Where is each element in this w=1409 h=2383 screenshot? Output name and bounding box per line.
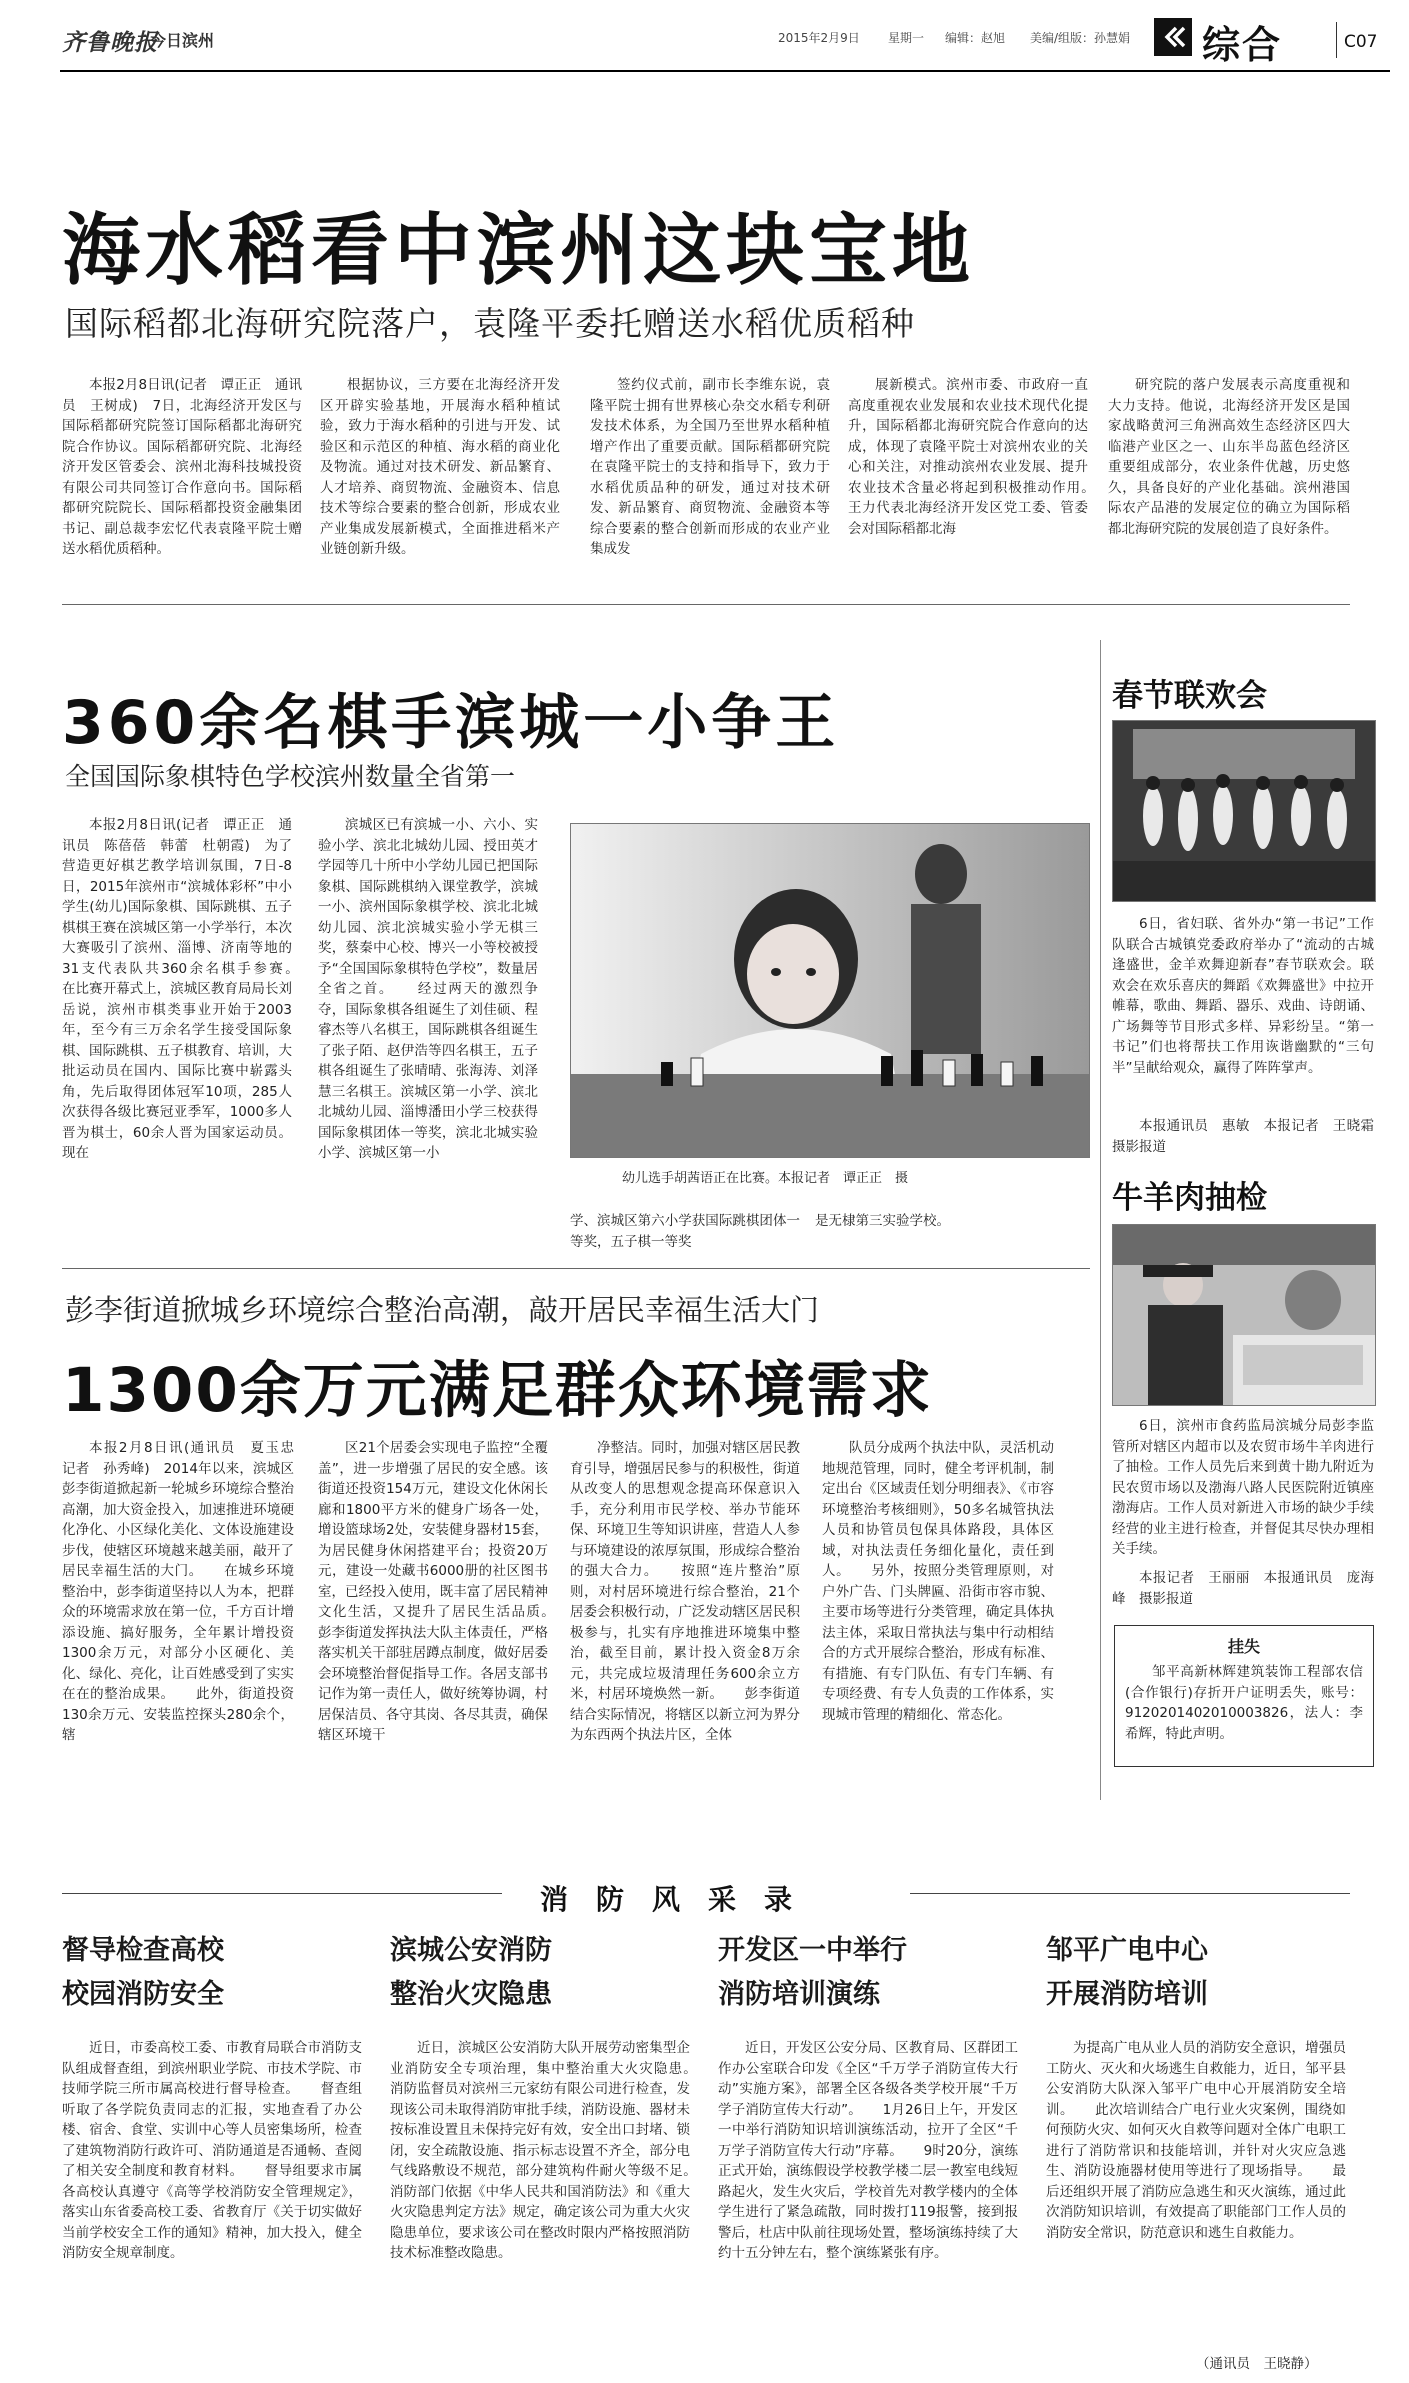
story-chess xyxy=(0,615,1090,1265)
story-column xyxy=(1108,375,1350,575)
article-body: 为提高广电从业人员的消防安全意识，增强员工防火、灭火和火场逃生自救能力，近日，邹平县公安消防大队深入邹平广电中心开展消防安全培训。 此次培训结合广电行业火灾案例，围绕如何预防火灾、如何灭火自救等问题对全体广电职工进行了消防常识和技能培训，并针对火灾应急逃生、消防设施器材使用等进行了现场指导。 最后还组织开展了消防应急逃生和灭火演练，通过此次消防知识培训，有效提高了职能部门工作人员的消防安全常识，防范意识和逃生自救能力。 xyxy=(1046,2040,1346,2241)
kicker: 彭李街道掀城乡环境综合整治高潮，敲开居民幸福生活大门 xyxy=(65,1293,820,1327)
story-column xyxy=(590,375,830,575)
notice-body: 邹平高新林辉建筑装饰工程部农信(合作银行)存折开户证明丢失，账号：9120201402010003826，法人：李希辉，特此声明。 xyxy=(1125,1664,1363,1742)
fire-article xyxy=(390,1928,717,2378)
column-text: 展新模式。滨州市委、市政府一直高度重视农业发展和农业技术现代化提升，国际稻都北海研究院合作意向的达成，体现了袁隆平院士对滨州农业的关心和关注，对推动滨州农业发展、提升农业技术含量必将起到积极推动作用。 王力代表北海经济开发区党工委、管委会对国际稻都北海 xyxy=(848,377,1115,537)
mutton-title: 牛羊肉抽检 xyxy=(1112,1180,1267,1216)
gala-body: 6日，省妇联、省外办“第一书记”工作队联合古城镇党委政府举办了“流动的古城逢盛世，金羊欢舞迎新春”春节联欢会。联欢会在欢乐喜庆的舞蹈《欢舞盛世》中拉开帷幕，歌曲、舞蹈、器乐、戏曲、诗朗诵、广场舞等节目形式多样、异彩纷呈。“第一书记”们也将帮扶工作用诙谐幽默的“三句半”呈献给观众，赢得了阵阵掌声。 xyxy=(1112,916,1374,1076)
mutton-credit: 本报记者 王丽丽 本报通讯员 庞海峰 摄影报道 xyxy=(1112,1570,1374,1607)
article-body: 近日，市委高校工委、市教育局联合市消防支队组成督查组，到滨州职业学院、市技术学院、市技师学院三所市属高校进行督导检查。 督查组听取了各学院负责同志的汇报，实地查看了办公楼、宿舍、食堂、实训中心等人员密集场所，检查了建筑物消防行政许可、消防通道是否通畅、查阅了相关安全制度和教育材料。 督导组要求市属各高校认真遵守《高等学校消防安全管理规定》，落实山东省委高校工委、省教育厅《关于切实做好当前学校安全工作的通知》精神，加大投入，健全消防安全规章制度。 xyxy=(62,2040,362,2261)
article-title: 督导检查高校 xyxy=(62,1935,224,1966)
chess-photo-illustration xyxy=(571,824,1089,1157)
weekday: 星期一 xyxy=(888,31,925,45)
column-text: 本报2月8日讯(通讯员 夏玉忠 记者 孙秀峰) 2014年以来，滨城区彭李街道掀起新一轮城乡环境综合整治高潮，加大资金投入，加速推进环境硬化净化、小区绿化美化、文体设施建设步伐，使辖区环境越来越美丽，敲开了居民幸福生活的大门。 在城乡环境整治中，彭李街道坚持以人为本，把群众的环境需求放在第一位，千方百计增添设施、搞好服务，全年累计增投资1300余万元，对部分小区硬化、美化、绿化、亮化，让百姓感受到了实实在在的整治成果。 此外，街道投资130余万元、安装监控探头280余个，辖 xyxy=(62,1440,308,1743)
gala-photo xyxy=(1112,720,1376,902)
article-text xyxy=(390,2038,717,2378)
story-environment xyxy=(0,1268,1090,1828)
fire-article xyxy=(718,1928,1023,2378)
notice-box xyxy=(1114,1625,1374,1767)
mutton-text xyxy=(1112,1416,1374,1566)
gala-title: 春节联欢会 xyxy=(1112,678,1267,714)
notice-title: 挂失 xyxy=(1227,1637,1260,1656)
subhead: 全国国际象棋特色学校滨州数量全省第一 xyxy=(65,762,516,791)
story-divider xyxy=(62,1268,1090,1269)
column-text: 净整洁。同时，加强对辖区居民教育引导，增强居民参与的积极性，街道从改变人的思想观念提高环保意识入手，充分利用市民学校、举办节能环保、环境卫生等知识讲座，营造人人参与环境建设的浓厚氛围，形成综合整治的强大合力。 按照“连片整治”原则，对村居环境进行综合整治，21个居委会积极行动，广泛发动辖区居民积极参与，扎实有序地推进环境集中整治，截至目前，累计投入资金8万余元，共完成垃圾清理任务600余立方米，村居环境焕然一新。 彭李街道结合实际情况，将辖区以新立河为界分为东西两个执法片区，全体 xyxy=(570,1440,800,1743)
article-text xyxy=(718,2038,1018,2378)
article-text xyxy=(1046,2038,1346,2348)
notice-text xyxy=(1125,1662,1363,1762)
column-text: 区21个居委会实现电子监控“全覆盖”，进一步增强了居民的安全感。该街道还投资154万元，建设文化休闲长廊和1800平方米的健身广场各一处，增设篮球场2处，安装健身器材15套，为居民健身休闲搭建平台；投资20万元，建设一处藏书6000册的社区图书室，已经投入使用，既丰富了居民精神文化生活，又提升了居民生活品质。 彭李街道发挥执法大队主体责任，严格落实机关干部驻居蹲点制度，做好居委会环境整治督促指导工作。各居支部书记作为第一责任人，做好统筹协调，村居保洁员、各守其岗、各尽其责，确保辖区环境干 xyxy=(318,1440,575,1743)
article-title: 消防培训演练 xyxy=(718,1979,880,2010)
fire-article xyxy=(62,1928,367,2378)
sidebar-divider xyxy=(1100,640,1101,1800)
paper-logo: 齐鲁晚报 xyxy=(62,29,158,56)
mutton-photo xyxy=(1112,1224,1376,1406)
story-column xyxy=(318,815,538,1255)
story-column xyxy=(320,375,560,575)
headline: 360余名棋手滨城一小争王 xyxy=(62,688,840,758)
gala-credit: 本报通讯员 惠敏 本报记者 王晓霜 摄影报道 xyxy=(1112,1118,1388,1155)
column-text: 队员分成两个执法中队，灵活机动地规范管理，同时，健全考评机制，制定出台《区域责任划分明细表》、《市容环境整治考核细则》，50多名城管执法人员和协管员包保具体路段，具体区域，对执法责任务细化量化，责任到人。 另外，按照分类管理原则，对户外广告、门头牌匾、沿街市容市貌、主要市场等进行分类管理，确定具体执法主体，采取日常执法与集中行动相结合的方式开展综合整治，形成有标准、有措施、有专门队伍、有专门车辆、有专项经费、有专人负责的工作体系，实现城市管理的精细化、常态化。 xyxy=(822,1440,1054,1723)
headline: 1300余万元满足群众环境需求 xyxy=(62,1355,933,1426)
story-column xyxy=(62,375,302,575)
page-category: 综合 xyxy=(1202,23,1283,67)
story-column xyxy=(848,375,1115,575)
story-column xyxy=(570,1438,800,1828)
banner-rule-left xyxy=(62,1893,502,1894)
photo-caption: 幼儿选手胡茜语正在比赛。本报记者 谭正正 摄 xyxy=(622,1171,909,1186)
story-column xyxy=(822,1438,1054,1828)
article-credit: （通讯员 王晓静） xyxy=(1196,2356,1318,2372)
article-title: 开展消防培训 xyxy=(1046,1979,1208,2010)
subhead: 国际稻都北海研究院落户，袁隆平委托赠送水稻优质稻种 xyxy=(65,304,915,343)
masthead-rule xyxy=(60,70,1390,72)
column-text: 学、滨城区第六小学获国际跳棋团体一等奖，五子棋一等奖 xyxy=(570,1213,800,1250)
story-column xyxy=(62,1438,308,1828)
article-body: 近日，滨城区公安消防大队开展劳动密集型企业消防安全专项治理，集中整治重大火灾隐患。 消防监督员对滨州三元家纺有限公司进行检查，发现该公司未取得消防审批手续，消防设施、器材未按标准设置且未保持完好有效，安全出口封堵、锁闭，安全疏散设施、指示标志设置不齐全，部分电气线路敷设不规范，部分建筑构件耐火等级不足。 消防部门依据《中华人民共和国消防法》和《重大火灾隐患判定方法》规定，确定该公司为重大火灾隐患单位，要求该公司在整改时限内严格按照消防技术标准整改隐患。 xyxy=(390,2040,717,2261)
story-column xyxy=(318,1438,575,1828)
headline: 海水稻看中滨州这块宝地 xyxy=(62,206,976,296)
column-text: 滨城区已有滨城一小、六小、实验小学、滨北北城幼儿园、授田英才学园等几十所中小学幼儿园已把国际象棋、国际跳棋纳入课堂教学，滨城一小、滨州国际象棋学校、滨北北城幼儿园、滨北滨城实验小学无棋三奖，蔡秦中心校、博兴一小等校被授予“全国国际象棋特色学校”，数量居全省之首。 经过两天的激烈争夺，国际象棋各组诞生了刘佳硕、程睿杰等八名棋王，国际跳棋各组诞生了张子陌、赵伊浩等四名棋王，五子棋各组诞生了张晴晴、张海涛、刘泽慧三名棋王。滨城区第一小学、滨北北城幼儿园、淄博潘田小学三校获得国际象棋团体一等奖，滨北北城实验小学、滨城区第一小 xyxy=(318,817,538,1161)
masthead xyxy=(0,0,1409,80)
column-text: 根据协议，三方要在北海经济开发区开辟实验基地，开展海水稻种植试验，致力于海水稻种的引进与开发、试验区和示范区的种植、海水稻的商业化及物流。通过对技术研发、新品繁育、人才培养、商贸物流、金融资本、信息技术等综合要素的整合创新，形成农业产业集成发展新模式，全面推进稻米产业链创新升级。 xyxy=(320,377,560,557)
column-text: 签约仪式前，副市长李维东说，袁隆平院士拥有世界核心杂交水稻专利研发技术体系，为全国乃至世界水稻种植增产作出了重要贡献。国际稻都研究院在袁隆平院士的支持和指导下，致力于水稻优质品种的研发，通过对技术研发、新品繁育、商贸物流、金融资本等综合要素的整合创新而形成的农业产业集成发 xyxy=(590,377,830,557)
page-category-tab xyxy=(1152,14,1322,67)
gala-photo-illustration xyxy=(1113,721,1375,901)
page-number: C07 xyxy=(1344,32,1378,52)
story-column xyxy=(62,815,319,1255)
story-rice xyxy=(0,150,1409,610)
editor-credit: 编辑：赵旭 xyxy=(945,31,1006,45)
article-title: 开发区一中举行 xyxy=(718,1935,907,1966)
mutton-body: 6日，滨州市食药监局滨城分局彭李监管所对辖区内超市以及农贸市场牛羊肉进行了抽检。工作人员先后来到黄十勘九附近为民农贸市场以及渤海八路人民医院附近镇座渤海店。工作人员对新进入市场的缺少手续经营的业主进行检查，并督促其尽快办理相关手续。 xyxy=(1112,1418,1374,1557)
fire-section xyxy=(0,1860,1409,2380)
column-text: 本报2月8日讯(记者 谭正正 通讯员 王树成) 7日，北海经济开发区与国际稻都研究院签订国际稻都北海研究院合作协议。国际稻都研究院、北海经济开发区管委会、滨州北海科技城投资有限公司共同签订合作意向书。国际稻都研究院院长、国际稻都投资金融集团书记、副总裁李宏忆代表袁隆平院士赠送水稻优质稻种。 xyxy=(62,377,302,557)
double-chevron-icon xyxy=(1154,18,1192,56)
article-text xyxy=(62,2038,362,2378)
article-body: 近日，开发区公安分局、区教育局、区群团工作办公室联合印发《全区“千万学子消防宣传大行动”实施方案》，部署全区各级各类学校开展“千万学子消防宣传大行动”。 1月26日上午，开发区一中举行消防知识培训演练活动，拉开了全区“千万学子消防宣传大行动”序幕。 9时20分，演练正式开始，演练假设学校教学楼二层一教室电线短路起火，发生火灾后，学校首先对教学楼内的全体学生进行了紧急疏散，同时拨打119报警，接到报警后，杜店中队前往现场处置，整场演练持续了大约十五分钟左右，整个演练紧张有序。 xyxy=(718,2040,1018,2261)
banner-rule-right xyxy=(910,1893,1350,1894)
column-text: 本报2月8日讯(记者 谭正正 通讯员 陈蓓蓓 韩蕾 杜朝霞) 为了营造更好棋艺教学培训氛围，7日-8日，2015年滨州市“滨城体彩杯”中小学生(幼儿)国际象棋、国际跳棋、五子棋棋王赛在滨城区第一小学举行，本次大赛吸引了滨州、淄博、济南等地的31支代表队共360余名棋手参赛。 在比赛开幕式上，滨城区教育局局长刘岳说，滨州市棋类事业开始于2003年，至今有三万余名学生接受国际象棋、国际跳棋、五子棋教育、培训，大批运动员在国内、国际比赛中崭露头角，先后取得团体冠军10项，285人次获得各级比赛冠亚季军，1000多人晋为棋士，60余人晋为国家运动员。现在 xyxy=(62,817,319,1161)
column-text: 是无棣第三实验学校。 xyxy=(815,1213,950,1229)
issue-date: 2015年2月9日 xyxy=(778,31,860,45)
article-title: 校园消防安全 xyxy=(62,1979,224,2010)
design-credit: 美编/组版：孙慧娟 xyxy=(1030,31,1131,45)
article-title: 滨城公安消防 xyxy=(390,1935,552,1966)
section-banner: 消 防 风 采 录 xyxy=(540,1883,793,1916)
story-column xyxy=(570,1211,800,1256)
sidebar xyxy=(1100,620,1400,1800)
chess-photo xyxy=(570,823,1090,1158)
column-text: 研究院的落户发展表示高度重视和大力支持。他说，北海经济开发区是国家战略黄河三角洲高效生态经济区四大临港产业区之一、山东半岛蓝色经济区重要组成部分，农业条件优越，历史悠久，具备良好的产业化基础。滨州港国际农产品港的发展定位的确立为国际稻都北海研究院的发展创造了良好条件。 xyxy=(1108,377,1350,537)
mutton-photo-illustration xyxy=(1113,1225,1375,1405)
section-name: 今日滨州 xyxy=(150,31,215,50)
article-title: 邹平广电中心 xyxy=(1046,1935,1208,1966)
tab-divider xyxy=(1336,22,1337,58)
story-column xyxy=(815,1211,1045,1256)
article-title: 整治火灾隐患 xyxy=(390,1979,552,2010)
story-divider xyxy=(62,604,1350,605)
fire-article xyxy=(1046,1928,1351,2378)
gala-text xyxy=(1112,914,1374,1114)
